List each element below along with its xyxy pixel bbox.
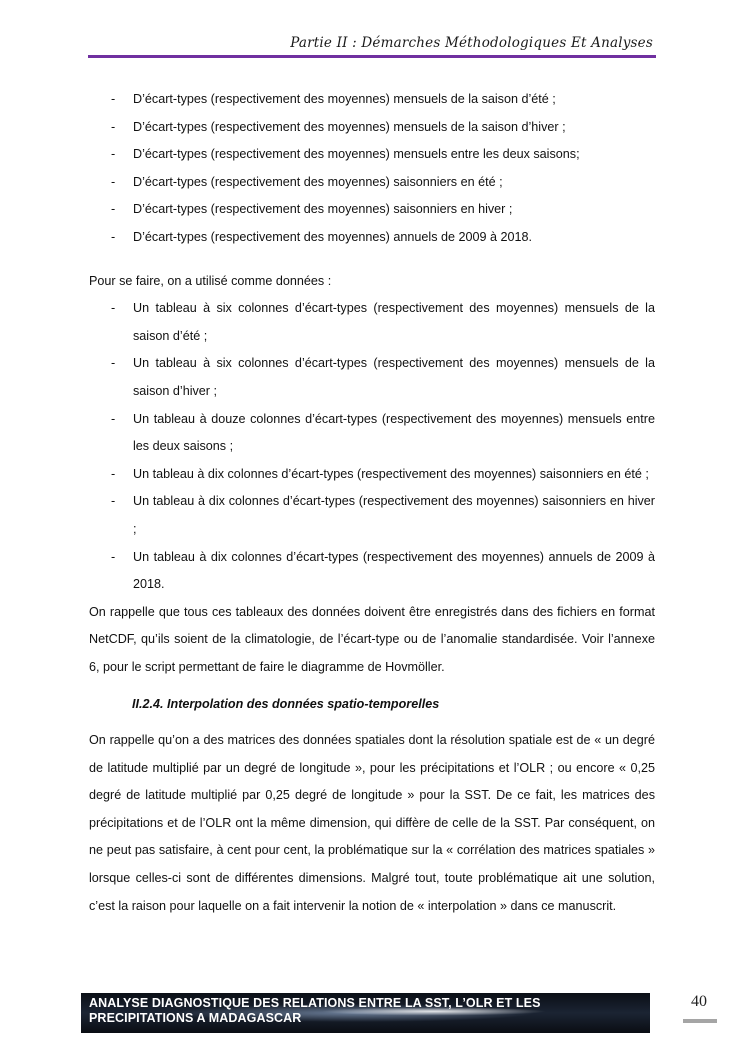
section-heading: II.2.4. Interpolation des données spatio-temporelles [132, 697, 440, 712]
page-header-title: Partie II : Démarches Méthodologiques Et Analyses [290, 35, 653, 51]
list-item: - D’écart-types (respectivement des moyennes) annuels de 2009 à 2018. [89, 224, 655, 252]
netcdf-paragraph: On rappelle que tous ces tableaux des données doivent être enregistrés dans des fichiers en format NetCDF, qu’ils soient de la climatologie, de l’écart-type ou de l’anomalie standardisée. Voir l’annexe 6, pour le script permettant de faire le diagramme de Hovmöller. [89, 604, 655, 674]
list-item: - D’écart-types (respectivement des moyennes) saisonniers en été ; [89, 169, 655, 197]
page-number-underline [683, 1019, 717, 1023]
footer-title-line: PRECIPITATIONS A MADAGASCAR [89, 1011, 302, 1025]
data-intro-paragraph: Pour se faire, on a utilisé comme données : [89, 273, 332, 288]
list-dash: - [111, 494, 116, 509]
list-dash: - [111, 549, 116, 564]
list-item: - D’écart-types (respectivement des moyennes) saisonniers en hiver ; [89, 196, 655, 224]
list-dash: - [111, 174, 116, 189]
list-item: - Un tableau à dix colonnes d’écart-types (respectivement des moyennes) saisonniers en hiver ; [89, 488, 655, 543]
footer-title-line: ANALYSE DIAGNOSTIQUE DES RELATIONS ENTRE LA SST, L’OLR ET LES [89, 996, 541, 1010]
list-dash: - [111, 466, 116, 481]
interpolation-paragraph: On rappelle qu’on a des matrices des données spatiales dont la résolution spatiale est de « un degré de latitude multiplié par un degré de longitude », pour les précipitations et l’OLR ; ou encore « 0,25 degré de latitude multiplié par 0,25 degré de longitude » pour la SST. De ce fait, les matrices des précipitations et de l’OLR ont la même dimension, qui diffère de celle de la SST. Par conséquent, on ne peut pas satisfaire, à cent pour cent, la problématique sur la « corrélation des matrices spatiales » lorsque celles-ci sont de différentes dimensions. Malgré tout, toute problématique ait une solution, c’est la raison pour laquelle on a fait intervenir la notion de « interpolation » dans ce manuscrit. [89, 733, 655, 913]
list-item: - Un tableau à six colonnes d’écart-types (respectivement des moyennes) mensuels de la saison d’été ; [89, 295, 655, 350]
list-item: - Un tableau à six colonnes d’écart-types (respectivement des moyennes) mensuels de la saison d’hiver ; [89, 350, 655, 405]
output-types-list [89, 86, 655, 252]
input-tables-list [89, 295, 655, 599]
footer-title [89, 996, 541, 1026]
list-item: - Un tableau à dix colonnes d’écart-types (respectivement des moyennes) saisonniers en été ; [89, 461, 655, 489]
list-dash: - [111, 229, 116, 244]
list-item: - Un tableau à douze colonnes d’écart-types (respectivement des moyennes) mensuels entre les deux saisons ; [89, 406, 655, 461]
footer-banner [81, 993, 650, 1033]
list-dash: - [111, 92, 116, 106]
document-body [89, 86, 655, 920]
list-dash: - [111, 147, 116, 162]
list-dash: - [111, 119, 116, 134]
spacer [89, 252, 655, 268]
list-dash: - [111, 356, 116, 371]
list-item: - D’écart-types (respectivement des moyennes) mensuels entre les deux saisons; [89, 141, 655, 169]
list-item: - D’écart-types (respectivement des moyennes) mensuels de la saison d’été ; [89, 86, 655, 114]
list-dash: - [111, 411, 116, 426]
list-dash: - [111, 301, 116, 316]
list-dash: - [111, 202, 116, 217]
list-item: - Un tableau à dix colonnes d’écart-types (respectivement des moyennes) annuels de 2009 à 2018. [89, 544, 655, 599]
list-item: - D’écart-types (respectivement des moyennes) mensuels de la saison d’hiver ; [89, 114, 655, 142]
page-number: 40 [691, 993, 707, 1010]
header-divider [88, 55, 656, 58]
